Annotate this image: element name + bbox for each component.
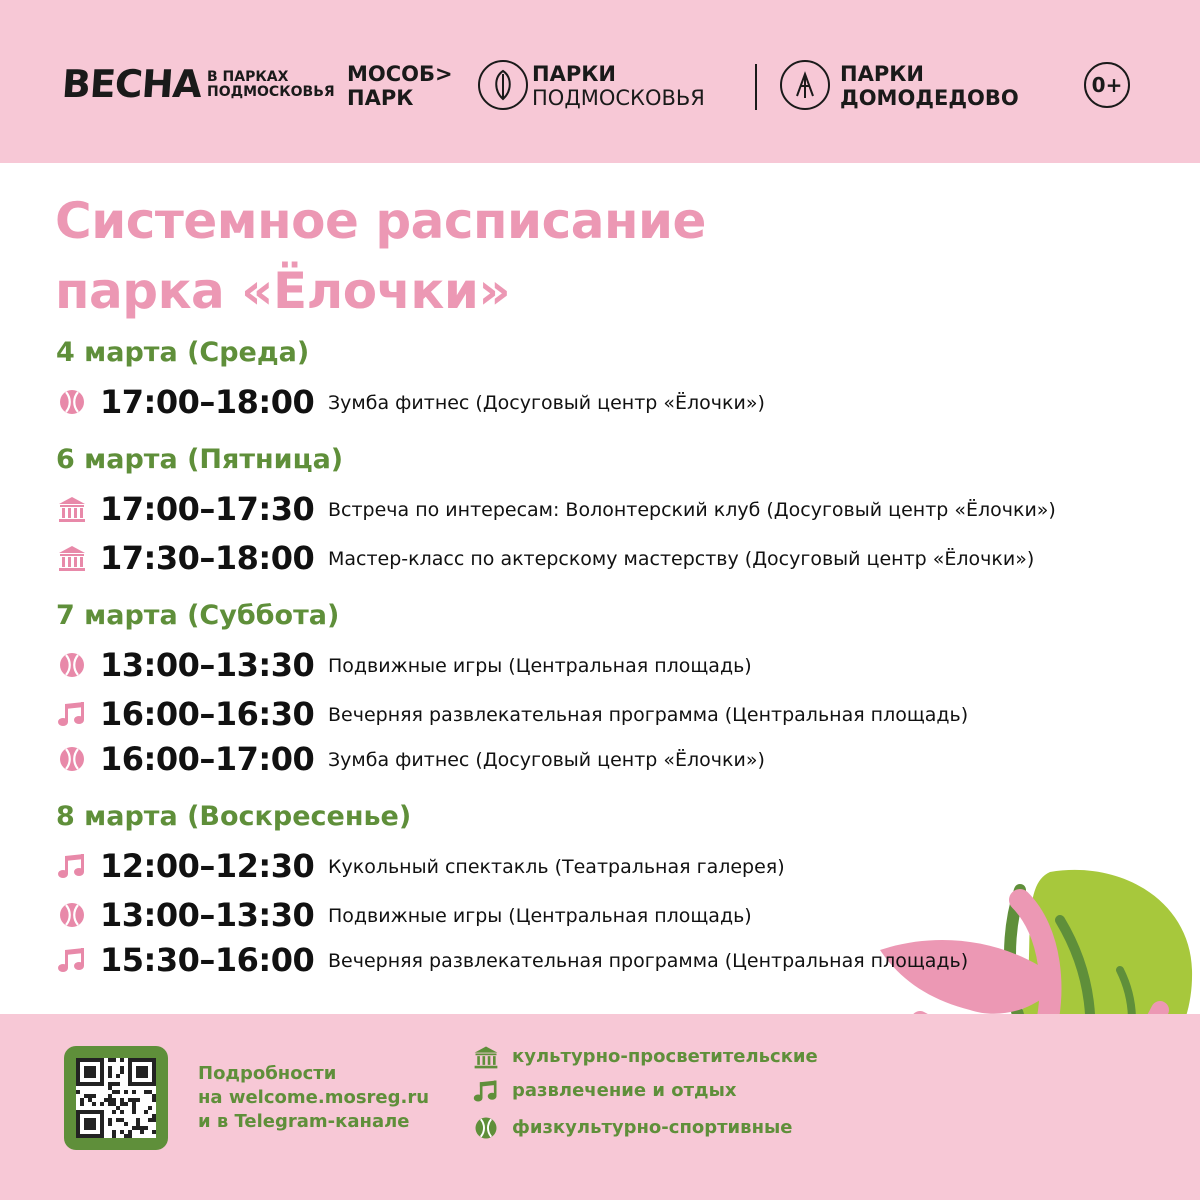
music-note-icon	[56, 946, 88, 974]
parks-domodedovo-logo	[840, 62, 1019, 110]
event-description: Встреча по интересам: Волонтерский клуб (Досуговый центр «Ёлочки»)	[328, 499, 1056, 521]
event-time: 17:00–17:30	[100, 490, 315, 528]
domodedovo-emblem-icon	[780, 60, 830, 110]
event-description: Вечерняя развлекательная программа (Центральная площадь)	[328, 704, 969, 726]
schedule-event-row	[56, 382, 1176, 422]
event-time: 13:00–13:30	[100, 646, 315, 684]
music-note-icon	[56, 700, 88, 728]
domodedovo-logo-line2: ДОМОДЕДОВО	[840, 86, 1019, 110]
event-description: Подвижные игры (Центральная площадь)	[328, 905, 752, 927]
day-heading: 4 марта (Среда)	[56, 337, 310, 368]
schedule-event-row	[56, 694, 1176, 734]
header-banner	[0, 0, 1200, 163]
age-rating-badge: 0+	[1084, 62, 1130, 108]
event-description: Мастер-класс по актерскому мастерству (Досуговый центр «Ёлочки»)	[328, 548, 1035, 570]
event-time: 13:00–13:30	[100, 896, 315, 934]
day-heading: 8 марта (Воскресенье)	[56, 801, 412, 832]
schedule-event-row	[56, 739, 1176, 779]
museum-icon	[56, 495, 88, 523]
footer-details-link[interactable]: на welcome.mosreg.ru	[198, 1087, 430, 1108]
schedule-event-row	[56, 846, 1176, 886]
footer-details-line3: и в Telegram-канале	[198, 1111, 410, 1132]
museum-icon	[472, 1044, 500, 1070]
schedule-event-row	[56, 895, 1176, 935]
parks-leaf-emblem-icon	[478, 60, 528, 110]
mosoblpark-logo	[347, 62, 453, 110]
parks-logo-line1: ПАРКИ	[532, 62, 616, 86]
qr-code-matrix	[76, 1058, 156, 1138]
event-time: 17:00–18:00	[100, 383, 315, 421]
parks-logo-line2: ПОДМОСКОВЬЯ	[532, 86, 705, 110]
legend-item	[472, 1115, 812, 1145]
event-description: Зумба фитнес (Досуговый центр «Ёлочки»)	[328, 392, 765, 414]
event-description: Вечерняя развлекательная программа (Центральная площадь)	[328, 950, 969, 972]
event-time: 16:00–17:00	[100, 740, 315, 778]
schedule-event-row	[56, 645, 1176, 685]
legend-item	[472, 1078, 812, 1108]
museum-icon	[56, 544, 88, 572]
day-heading: 7 марта (Суббота)	[56, 600, 340, 631]
sport-ball-icon	[56, 901, 88, 929]
legend-item	[472, 1044, 818, 1074]
qr-code[interactable]	[64, 1046, 168, 1150]
footer-details-text	[198, 1062, 429, 1134]
sport-ball-icon	[56, 651, 88, 679]
vesna-sub-line2: ПОДМОСКОВЬЯ	[207, 84, 335, 100]
header-divider	[755, 64, 757, 110]
page-title	[55, 186, 706, 326]
schedule-event-row	[56, 489, 1176, 529]
vesna-logo: ВЕСНА	[60, 62, 203, 106]
legend-label: физкультурно-спортивные	[512, 1117, 793, 1138]
music-note-icon	[472, 1078, 500, 1104]
page-title-line1: Системное расписание	[55, 192, 706, 250]
page-title-line2: парка «Ёлочки»	[55, 262, 511, 320]
domodedovo-logo-line1: ПАРКИ	[840, 62, 924, 86]
music-note-icon	[56, 852, 88, 880]
event-description: Подвижные игры (Центральная площадь)	[328, 655, 752, 677]
schedule-event-row	[56, 538, 1176, 578]
mosoblpark-line1: МОСОБ>	[347, 62, 453, 86]
parks-podmoskovya-logo	[532, 62, 705, 110]
event-time: 16:00–16:30	[100, 695, 315, 733]
legend-label: культурно-просветительские	[512, 1046, 818, 1067]
mosoblpark-line2: ПАРК	[347, 86, 414, 110]
day-heading: 6 марта (Пятница)	[56, 444, 344, 475]
event-time: 15:30–16:00	[100, 941, 315, 979]
event-description: Зумба фитнес (Досуговый центр «Ёлочки»)	[328, 749, 765, 771]
vesna-logo-subtitle	[207, 70, 335, 100]
vesna-sub-line1: В ПАРКАХ	[207, 69, 289, 85]
schedule-event-row	[56, 940, 1176, 980]
legend-label: развлечение и отдых	[512, 1080, 737, 1101]
event-description: Кукольный спектакль (Театральная галерея)	[328, 856, 785, 878]
sport-ball-icon	[472, 1115, 500, 1141]
sport-ball-icon	[56, 388, 88, 416]
event-time: 17:30–18:00	[100, 539, 315, 577]
event-time: 12:00–12:30	[100, 847, 315, 885]
sport-ball-icon	[56, 745, 88, 773]
footer-details-line1: Подробности	[198, 1063, 337, 1084]
